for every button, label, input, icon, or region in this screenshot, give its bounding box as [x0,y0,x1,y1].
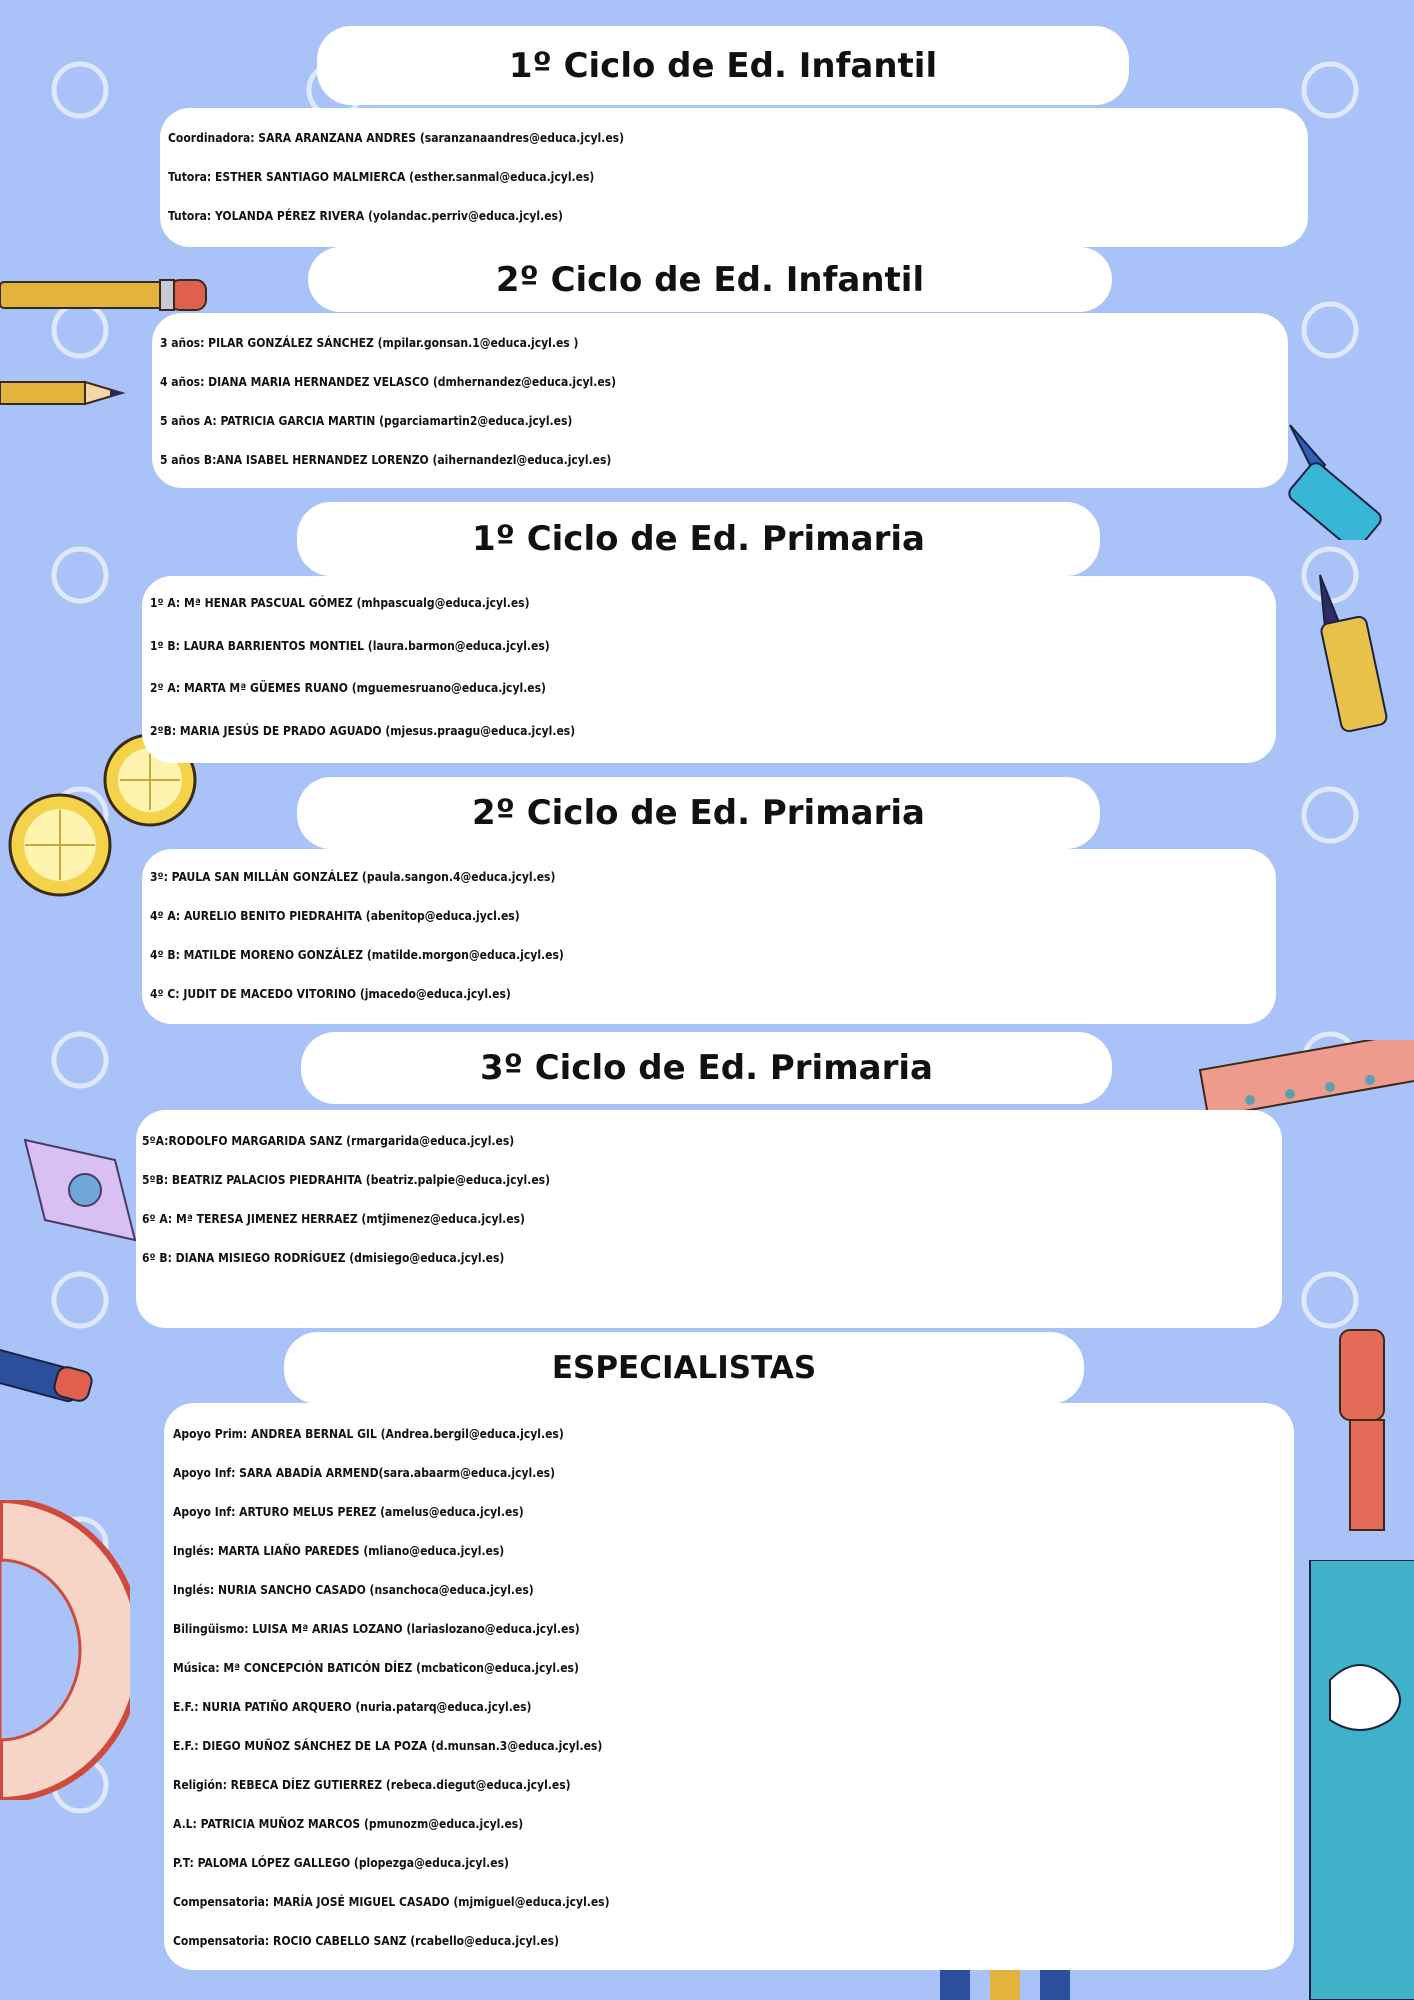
staff-line: Tutora: ESTHER SANTIAGO MALMIERCA (esther.sanmal@educa.jcyl.es) [168,170,595,184]
section-card-primaria-2 [142,849,1276,1024]
section-card-especialistas [164,1403,1294,1970]
staff-line: 1º B: LAURA BARRIENTOS MONTIEL (laura.barmon@educa.jcyl.es) [150,638,550,653]
staff-line: Coordinadora: SARA ARANZANA ANDRES (saranzanaandres@educa.jcyl.es) [168,131,625,145]
staff-line: 5ºA:RODOLFO MARGARIDA SANZ (rmargarida@educa.jcyl.es) [142,1134,515,1148]
staff-line: E.F.: NURIA PATIÑO ARQUERO (nuria.patarq@educa.jcyl.es) [173,1700,532,1714]
notebook-illustration [1290,1560,1414,2000]
staff-line: Compensatoria: ROCIO CABELLO SANZ (rcabello@educa.jcyl.es) [173,1934,559,1948]
staff-line: Bilingüismo: LUISA Mª ARIAS LOZANO (lariaslozano@educa.jcyl.es) [173,1622,580,1636]
section-card-primaria-3 [136,1110,1282,1328]
section-title-especialistas: ESPECIALISTAS [284,1332,1084,1404]
staff-line: 6º B: DIANA MISIEGO RODRÍGUEZ (dmisiego@educa.jcyl.es) [142,1251,505,1265]
section-title-primaria-3: 3º Ciclo de Ed. Primaria [301,1032,1112,1104]
staff-line: Inglés: NURIA SANCHO CASADO (nsanchoca@educa.jcyl.es) [173,1583,534,1597]
staff-line: 1º A: Mª HENAR PASCUAL GÓMEZ (mhpascualg@educa.jcyl.es) [150,596,530,610]
staff-line: Apoyo Inf: SARA ABADÍA ARMEND(sara.abaarm@educa.jcyl.es) [173,1466,556,1480]
section-title-infantil-2: 2º Ciclo de Ed. Infantil [308,247,1112,312]
marker-illustration [1300,570,1400,750]
staff-line: 4º C: JUDIT DE MACEDO VITORINO (jmacedo@educa.jcyl.es) [150,987,511,1001]
staff-line: Religión: REBECA DÍEZ GUTIERREZ (rebeca.diegut@educa.jcyl.es) [173,1778,571,1792]
section-card-infantil-1 [160,108,1308,247]
staff-line: Apoyo Inf: ARTURO MELUS PEREZ (amelus@educa.jcyl.es) [173,1505,524,1519]
staff-line: Apoyo Prim: ANDREA BERNAL GIL (Andrea.bergil@educa.jcyl.es) [173,1427,564,1441]
staff-line: Tutora: YOLANDA PÉREZ RIVERA (yolandac.perriv@educa.jcyl.es) [168,209,563,223]
staff-line: 5 años B:ANA ISABEL HERNANDEZ LORENZO (aihernandezl@educa.jcyl.es) [160,453,612,467]
staff-line: 3 años: PILAR GONZÁLEZ SÁNCHEZ (mpilar.gonsan.1@educa.jcyl.es ) [160,336,579,350]
staff-line: 4 años: DIANA MARIA HERNANDEZ VELASCO (dmhernandez@educa.jcyl.es) [160,375,617,389]
staff-line: 5ºB: BEATRIZ PALACIOS PIEDRAHITA (beatriz.palpie@educa.jcyl.es) [142,1173,551,1187]
staff-line: E.F.: DIEGO MUÑOZ SÁNCHEZ DE LA POZA (d.munsan.3@educa.jcyl.es) [173,1739,603,1753]
staff-line: Música: Mª CONCEPCIÓN BATICÓN DÍEZ (mcbaticon@educa.jcyl.es) [173,1661,579,1675]
staff-line: P.T: PALOMA LÓPEZ GALLEGO (plopezga@educa.jcyl.es) [173,1856,509,1870]
pen-illustration [0,1330,110,1410]
staff-line: A.L: PATRICIA MUÑOZ MARCOS (pmunozm@educa.jcyl.es) [173,1817,524,1831]
marker-illustration [1285,420,1414,540]
protractor-illustration [0,1500,130,1800]
staff-line: 2ºB: MARIA JESÚS DE PRADO AGUADO (mjesus.praagu@educa.jcyl.es) [150,723,576,738]
staff-line: 2º A: MARTA Mª GÜEMES RUANO (mguemesruano@educa.jcyl.es) [150,681,546,695]
section-title-primaria-2: 2º Ciclo de Ed. Primaria [297,777,1100,849]
section-card-primaria-1 [142,576,1276,763]
staff-line: 6º A: Mª TERESA JIMENEZ HERRAEZ (mtjimenez@educa.jcyl.es) [142,1212,525,1226]
staff-line: 4º A: AURELIO BENITO PIEDRAHITA (abenitop@educa.jycl.es) [150,909,520,923]
section-title-infantil-1: 1º Ciclo de Ed. Infantil [317,26,1129,105]
staff-line: 5 años A: PATRICIA GARCIA MARTIN (pgarciamartin2@educa.jcyl.es) [160,414,573,428]
section-title-primaria-1: 1º Ciclo de Ed. Primaria [297,502,1100,576]
staff-line: 3º: PAULA SAN MILLÁN GONZÁLEZ (paula.sangon.4@educa.jcyl.es) [150,870,556,884]
staff-line: Compensatoria: MARÍA JOSÉ MIGUEL CASADO (mjmiguel@educa.jcyl.es) [173,1895,610,1909]
staff-line: Inglés: MARTA LIAÑO PAREDES (mliano@educa.jcyl.es) [173,1544,505,1558]
pencil-illustration [0,370,130,420]
staff-line: 4º B: MATILDE MORENO GONZÁLEZ (matilde.morgon@educa.jcyl.es) [150,948,564,962]
pen-illustration [1320,1320,1414,1540]
sharpener-illustration [5,1130,145,1260]
section-card-infantil-2 [152,313,1288,488]
